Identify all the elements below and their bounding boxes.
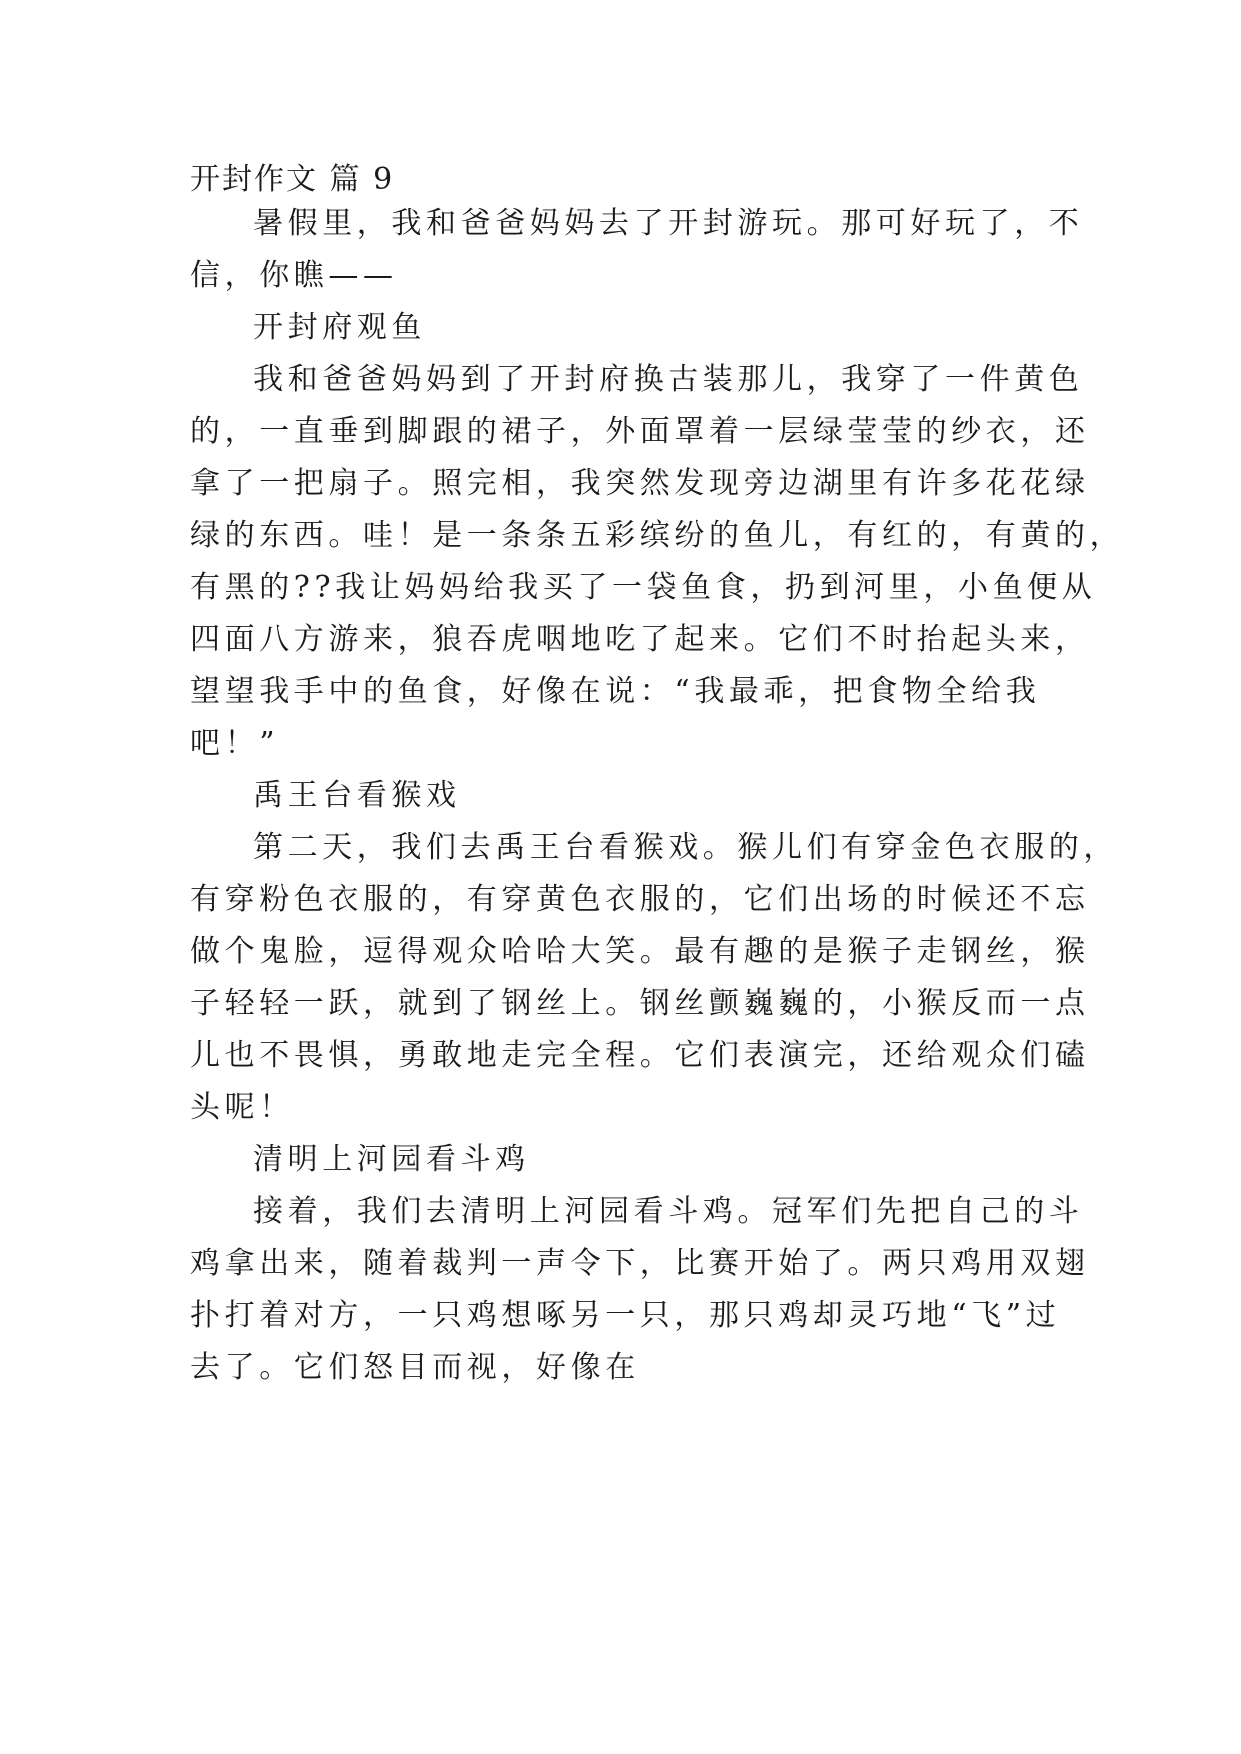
paragraph-line: 暑假里，我和爸爸妈妈去了开封游玩。那可好玩了，不 xyxy=(253,206,1084,241)
paragraph-line: 第二天，我们去禹王台看猴戏。猴儿们有穿金色衣服的， xyxy=(253,830,1118,865)
paragraph-line: 扑打着对方，一只鸡想啄另一只，那只鸡却灵巧地“飞”过 xyxy=(190,1298,1061,1333)
paragraph-line: 头呢！ xyxy=(190,1090,294,1125)
paragraph-line: 去了。它们怒目而视，好像在 xyxy=(190,1350,640,1385)
paragraph-line: 四面八方游来，狼吞虎咽地吃了起来。它们不时抬起头来， xyxy=(190,622,1090,657)
section-heading: 清明上河园看斗鸡 xyxy=(253,1142,530,1177)
paragraph-line: 我和爸爸妈妈到了开封府换古装那儿，我穿了一件黄色 xyxy=(253,362,1084,397)
paragraph-line: 望望我手中的鱼食，好像在说：“我最乖，把食物全给我 xyxy=(190,674,1041,709)
paragraph-line: 鸡拿出来，随着裁判一声令下，比赛开始了。两只鸡用双翅 xyxy=(190,1246,1090,1281)
paragraph-line: 吧！” xyxy=(190,726,280,761)
section-heading: 禹王台看猴戏 xyxy=(253,778,461,813)
paragraph-line: 拿了一把扇子。照完相，我突然发现旁边湖里有许多花花绿 xyxy=(190,466,1090,501)
paragraph-line: 子轻轻一跃，就到了钢丝上。钢丝颤巍巍的，小猴反而一点 xyxy=(190,986,1090,1021)
paragraph-line: 信，你瞧—— xyxy=(190,258,398,293)
document-title: 开封作文 篇 9 xyxy=(190,162,395,197)
paragraph-line: 接着，我们去清明上河园看斗鸡。冠军们先把自己的斗 xyxy=(253,1194,1084,1229)
paragraph-line: 有黑的??我让妈妈给我买了一袋鱼食，扔到河里，小鱼便从 xyxy=(190,570,1097,605)
paragraph-line: 儿也不畏惧，勇敢地走完全程。它们表演完，还给观众们磕 xyxy=(190,1038,1090,1073)
paragraph-line: 有穿粉色衣服的，有穿黄色衣服的，它们出场的时候还不忘 xyxy=(190,882,1090,917)
paragraph-line: 绿的东西。哇！是一条条五彩缤纷的鱼儿，有红的，有黄的， xyxy=(190,518,1125,553)
paragraph-line: 的，一直垂到脚跟的裙子，外面罩着一层绿莹莹的纱衣，还 xyxy=(190,414,1090,449)
section-heading: 开封府观鱼 xyxy=(253,310,426,345)
paragraph-line: 做个鬼脸，逗得观众哈哈大笑。最有趣的是猴子走钢丝，猴 xyxy=(190,934,1090,969)
